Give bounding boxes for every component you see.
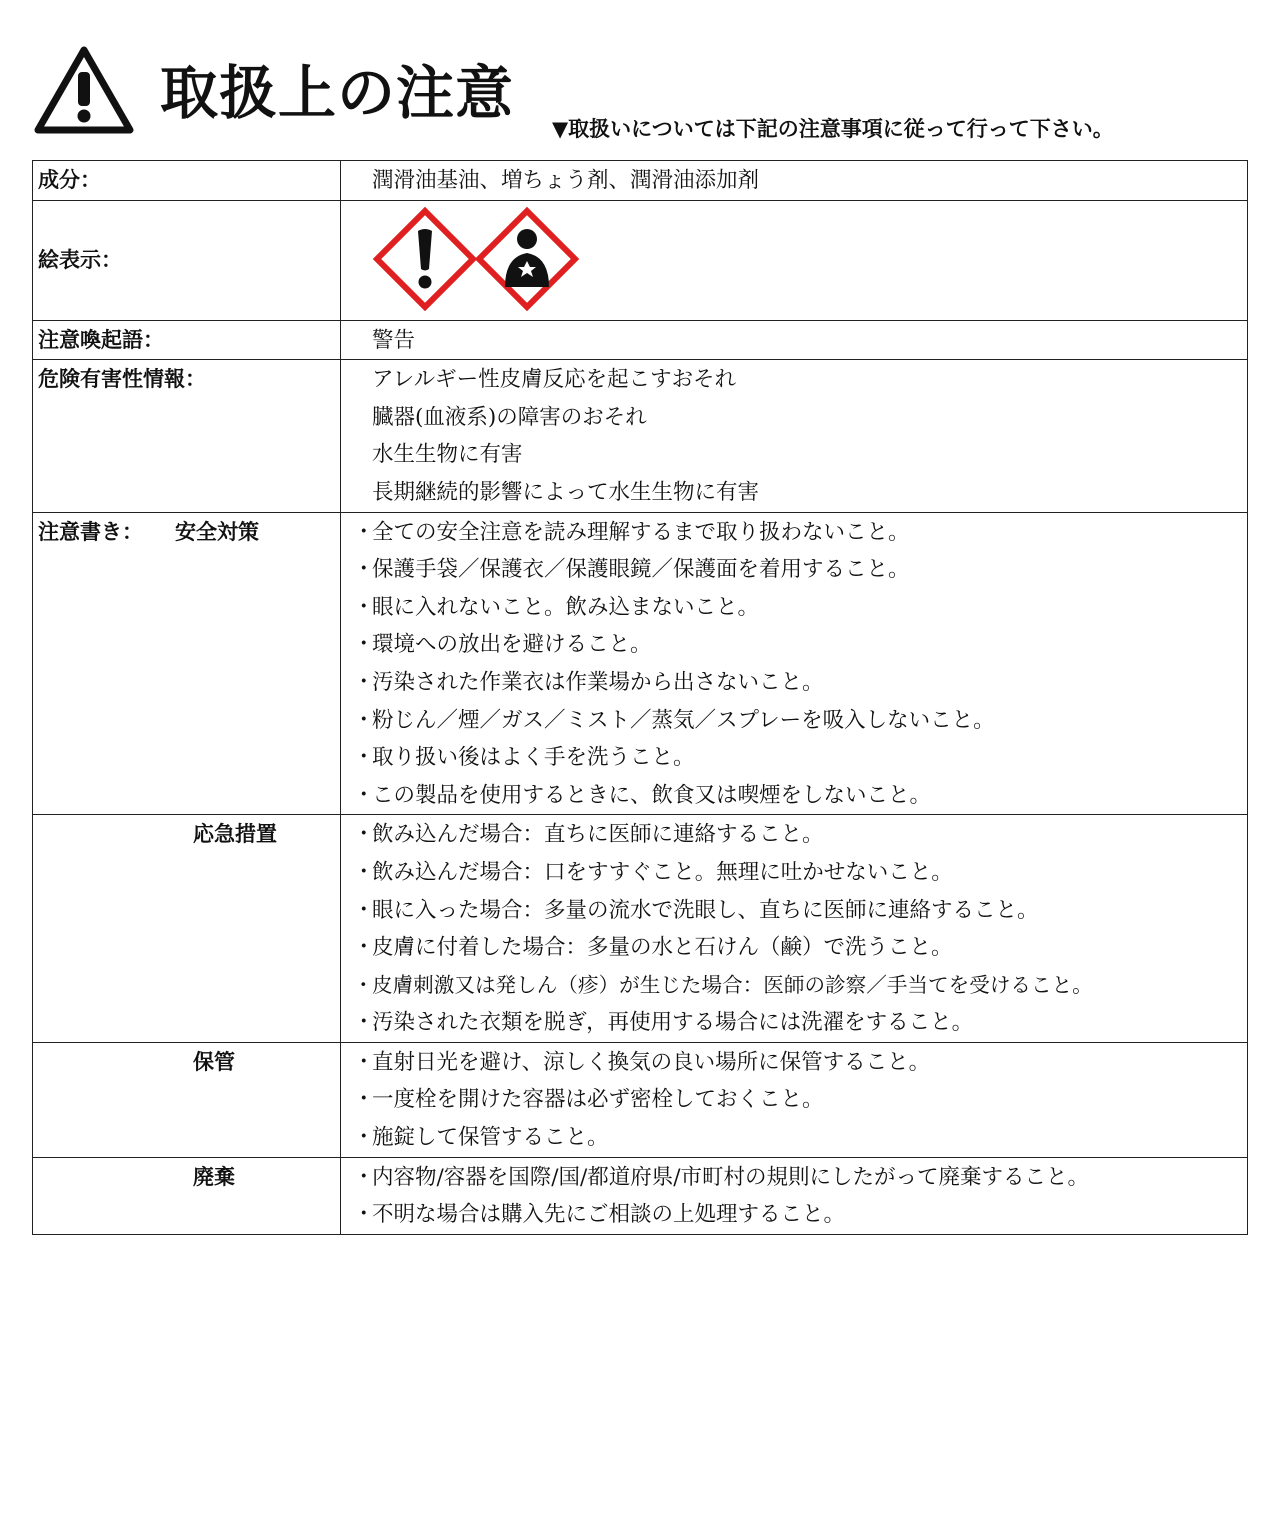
prevention-cell [341,512,1248,815]
signal-word-label: 注意喚起語： [33,320,341,360]
page-subtitle: ▼取扱いについては下記の注意事項に従って行って下さい。 [552,117,1114,141]
hazard-cell [341,360,1248,512]
precaution-table [32,160,1248,1235]
storage-sublabel: 保管 [193,1049,235,1074]
storage-item [353,1081,1247,1119]
response-item [353,892,1247,930]
response-item-text: 眼に入った場合：多量の流水で洗眼し、直ちに医師に連絡すること。 [372,897,1039,923]
disposal-item-text: 不明な場合は購入先にご相談の上処理すること。 [372,1202,846,1228]
response-item-text: 汚染された衣類を脱ぎ，再使用する場合には洗濯をすること。 [372,1010,974,1036]
warning-triangle-icon [34,46,134,134]
bullet: ・ [353,632,375,658]
bullet: ・ [353,1164,375,1190]
composition-value [341,161,1248,201]
prevention-item [353,702,1247,740]
disposal-item [353,1196,1247,1234]
prevention-item-text: この製品を使用するときに、飲食又は喫煙をしないこと。 [372,782,932,808]
bullet: ・ [353,935,375,961]
row-hazard [33,360,1248,512]
hazard-item: 臓器(血液系)の障害のおそれ [372,404,647,430]
response-cell [341,815,1248,1043]
prevention-label-cell [33,512,341,815]
disposal-cell [341,1157,1248,1234]
storage-item-text: 直射日光を避け、涼しく換気の良い場所に保管すること。 [372,1049,931,1075]
row-disposal [33,1157,1248,1234]
bullet: ・ [353,669,375,695]
pictogram-cell [341,200,1248,320]
response-item-text: 飲み込んだ場合：口をすすぐこと。無理に吐かせないこと。 [372,859,953,885]
bullet: ・ [353,594,375,620]
storage-item [353,1119,1247,1157]
pictogram-label: 絵表示： [33,200,341,320]
bullet: ・ [353,1125,375,1151]
storage-item [353,1044,1247,1082]
response-item [353,1004,1247,1042]
bullet: ・ [353,782,375,808]
bullet: ・ [353,1087,375,1113]
signal-word-cell [341,320,1248,360]
bullet: ・ [353,822,375,848]
prevention-item [353,626,1247,664]
storage-item-text: 一度栓を開けた容器は必ず密栓しておくこと。 [372,1087,824,1113]
bullet: ・ [353,972,374,997]
disposal-item [353,1159,1247,1197]
prevention-item [353,589,1247,627]
storage-item-text: 施錠して保管すること。 [372,1125,609,1151]
bullet: ・ [353,897,375,923]
response-sublabel: 応急措置 [193,822,277,847]
row-response [33,815,1248,1043]
prevention-item [353,777,1247,815]
prevention-item [353,664,1247,702]
bullet: ・ [353,707,375,733]
bullet: ・ [353,745,375,771]
prevention-item [353,739,1247,777]
response-label-cell [33,815,341,1043]
response-item [353,816,1247,854]
bullet: ・ [353,1049,375,1075]
prevention-item-text: 汚染された作業衣は作業場から出さないこと。 [372,669,824,695]
response-item [353,854,1247,892]
prevention-item [353,514,1247,552]
bullet: ・ [353,1010,375,1036]
precaution-label: 注意書き： [38,519,143,544]
row-composition [33,161,1248,201]
bullet: ・ [353,1202,375,1228]
composition-label: 成分： [33,161,341,201]
bullet: ・ [353,519,375,545]
pictogram-group [341,201,1247,320]
bullet: ・ [353,859,375,885]
composition-text: 潤滑油基油、増ちょう剤、潤滑油添加剤 [372,168,760,193]
response-item-text: 皮膚刺激又は発しん（疹）が生じた場合：医師の診察／手当てを受けること。 [372,972,1093,997]
hazard-item: 長期継続的影響によって水生生物に有害 [372,479,760,505]
response-item [353,967,1247,1005]
signal-word-value: 警告 [372,327,416,353]
row-pictogram [33,200,1248,320]
storage-label-cell [33,1042,341,1157]
header [32,40,1248,150]
row-prevention [33,512,1248,815]
prevention-item-text: 取り扱い後はよく手を洗うこと。 [372,745,695,771]
exclamation-mark-pictogram-icon [373,207,477,311]
storage-cell [341,1042,1248,1157]
prevention-item-text: 保護手袋／保護衣／保護眼鏡／保護面を着用すること。 [372,557,910,583]
hazard-item: 水生生物に有害 [372,442,523,468]
response-item-text: 皮膚に付着した場合：多量の水と石けん（鹸）で洗うこと。 [372,935,953,961]
page-title: 取扱上の注意 [160,59,515,127]
disposal-item-text: 内容物/容器を国際/国/都道府県/市町村の規則にしたがって廃棄すること。 [372,1164,1089,1190]
prevention-sublabel: 安全対策 [175,519,259,544]
prevention-item-text: 眼に入れないこと。飲み込まないこと。 [372,594,760,620]
health-hazard-pictogram-icon [475,207,579,311]
response-item-text: 飲み込んだ場合：直ちに医師に連絡すること。 [372,822,824,848]
disposal-sublabel: 廃棄 [193,1164,235,1189]
hazard-label: 危険有害性情報： [33,360,341,512]
bullet: ・ [353,557,375,583]
prevention-item-text: 環境への放出を避けること。 [372,632,652,658]
hazard-item: アレルギー性皮膚反応を起こすおそれ [372,367,737,393]
row-storage [33,1042,1248,1157]
prevention-item-text: 全ての安全注意を読み理解するまで取り扱わないこと。 [372,519,910,545]
prevention-item [353,551,1247,589]
disposal-label-cell [33,1157,341,1234]
prevention-item-text: 粉じん／煙／ガス／ミスト／蒸気／スプレーを吸入しないこと。 [372,707,995,733]
row-signal-word [33,320,1248,360]
response-item [353,929,1247,967]
